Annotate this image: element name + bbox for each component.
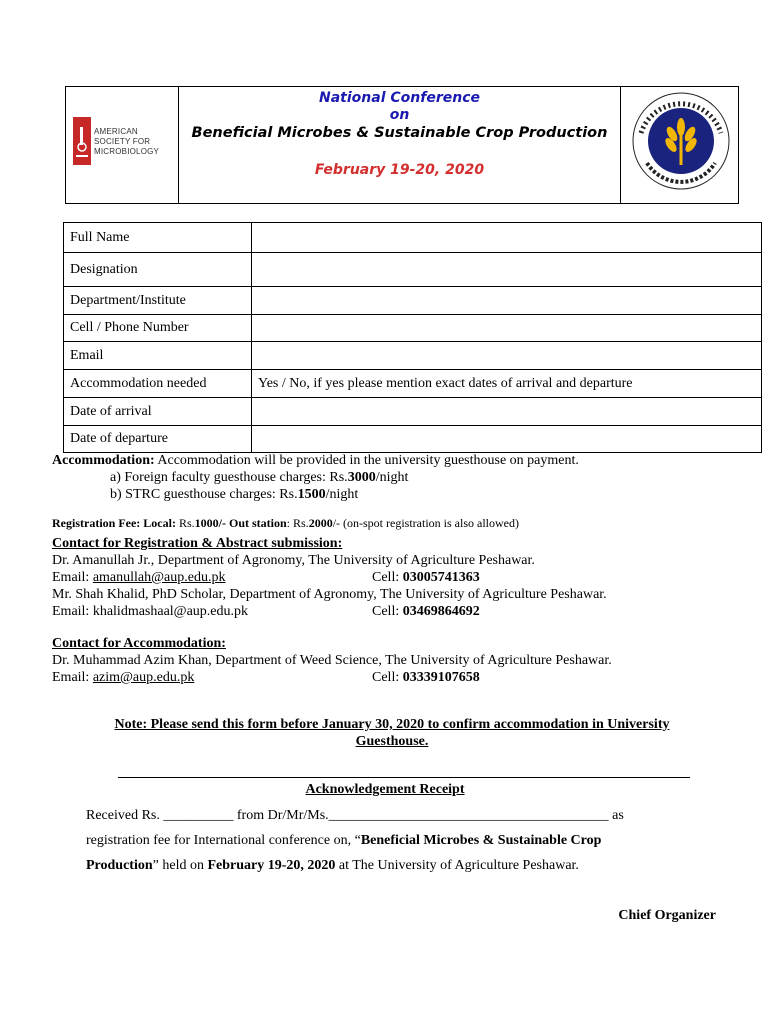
email-text: Email: khalidmashaal@aup.edu.pk — [52, 604, 249, 619]
email-field[interactable] — [252, 342, 762, 370]
contact-person: Mr. Shah Khalid, PhD Scholar, Department of Agronomy, The University of Agriculture Peshawar. — [52, 587, 607, 602]
registration-fee: Registration Fee: Local: Rs.1000/- Out station: Rs.2000/- (on-spot registration is also allowed) — [52, 516, 519, 530]
department-field[interactable] — [252, 287, 762, 315]
cell-number: Cell: 03339107658 — [372, 670, 480, 685]
form-label: Department/Institute — [64, 287, 252, 315]
accommodation-text: Accommodation will be provided in the university guesthouse on payment. — [154, 453, 579, 468]
accommodation-section — [52, 452, 579, 503]
microscope-icon — [73, 117, 91, 165]
phone-field[interactable] — [252, 315, 762, 342]
conference-title: Beneficial Microbes & Sustainable Crop Production — [191, 125, 608, 141]
section-heading: Contact for Registration & Abstract submission: — [52, 536, 343, 551]
form-label: Date of departure — [64, 426, 252, 453]
accommodation-needed-field[interactable]: Yes / No, if yes please mention exact dates of arrival and departure — [252, 370, 762, 398]
cell-number: Cell: 03005741363 — [372, 570, 480, 585]
receipt-line: registration fee for International conference on, “Beneficial Microbes & Sustainable Crop — [86, 833, 602, 848]
form-row — [64, 370, 762, 398]
conference-dates: February 19-20, 2020 — [314, 162, 485, 178]
accommodation-item: a) Foreign faculty guesthouse charges: Rs.3000/night — [110, 470, 409, 485]
section-heading: Contact for Accommodation: — [52, 636, 226, 651]
contact-accommodation-section: Contact for Accommodation: Dr. Muhammad Azim Khan, Department of Weed Science, The University of Agriculture Peshawar. Email: azim@aup.edu.pk Cell: 03339107658 — [52, 636, 612, 685]
form-row — [64, 398, 762, 426]
registration-form-table — [63, 222, 762, 453]
contact-person: Dr. Amanullah Jr., Department of Agronomy, The University of Agriculture Peshawar. — [52, 553, 535, 568]
form-label: Date of arrival — [64, 398, 252, 426]
form-row — [64, 342, 762, 370]
form-row — [64, 253, 762, 287]
conference-line: National Conference — [319, 90, 480, 106]
receipt-line: Production” held on February 19-20, 2020 at The University of Agriculture Peshawar. — [86, 858, 579, 873]
departure-date-field[interactable] — [252, 426, 762, 453]
signature-label: Chief Organizer — [618, 908, 716, 923]
form-label: Full Name — [64, 223, 252, 253]
cell-number: Cell: 03469864692 — [372, 604, 480, 619]
accommodation-item: b) STRC guesthouse charges: Rs.1500/night — [110, 487, 359, 502]
header-box — [65, 86, 739, 204]
accommodation-heading: Accommodation: — [52, 453, 155, 468]
asm-logo-text: AMERICAN SOCIETY FOR MICROBIOLOGY — [94, 127, 160, 156]
arrival-date-field[interactable] — [252, 398, 762, 426]
cut-line — [118, 777, 690, 778]
form-label: Designation — [64, 253, 252, 287]
contact-registration-section: Contact for Registration & Abstract submission: Dr. Amanullah Jr., Department of Agronomy, The University of Agriculture Peshawar. Email: amanullah@aup.edu.pk Cell: 03005741363 Mr. Shah Khalid, PhD Scholar, Department of Agronomy, The University of Agriculture Peshawar. Email: khalidmashaal@aup.edu.pk Cell: 03469864692 — [52, 536, 607, 619]
submission-note: Note: Please send this form before January 30, 2020 to confirm accommodation in University Guesthouse. — [114, 717, 670, 749]
asm-logo — [73, 117, 173, 165]
form-row — [64, 426, 762, 453]
form-label: Accommodation needed — [64, 370, 252, 398]
email-link[interactable]: azim@aup.edu.pk — [92, 670, 195, 685]
email-link[interactable]: amanullah@aup.edu.pk — [92, 570, 226, 585]
full-name-field[interactable] — [252, 223, 762, 253]
designation-field[interactable] — [252, 253, 762, 287]
receipt-title: Acknowledgement Receipt — [305, 782, 465, 797]
university-seal-logo — [627, 89, 735, 199]
receipt-line: Received Rs. __________ from Dr/Mr/Ms.________________________________________ as — [86, 808, 624, 823]
header-divider — [620, 87, 621, 203]
form-label: Cell / Phone Number — [64, 315, 252, 342]
form-row — [64, 315, 762, 342]
contact-person: Dr. Muhammad Azim Khan, Department of Weed Science, The University of Agriculture Peshawar. — [52, 653, 612, 668]
conference-line: on — [389, 107, 410, 123]
form-label: Email — [64, 342, 252, 370]
form-row — [64, 223, 762, 253]
form-row — [64, 287, 762, 315]
